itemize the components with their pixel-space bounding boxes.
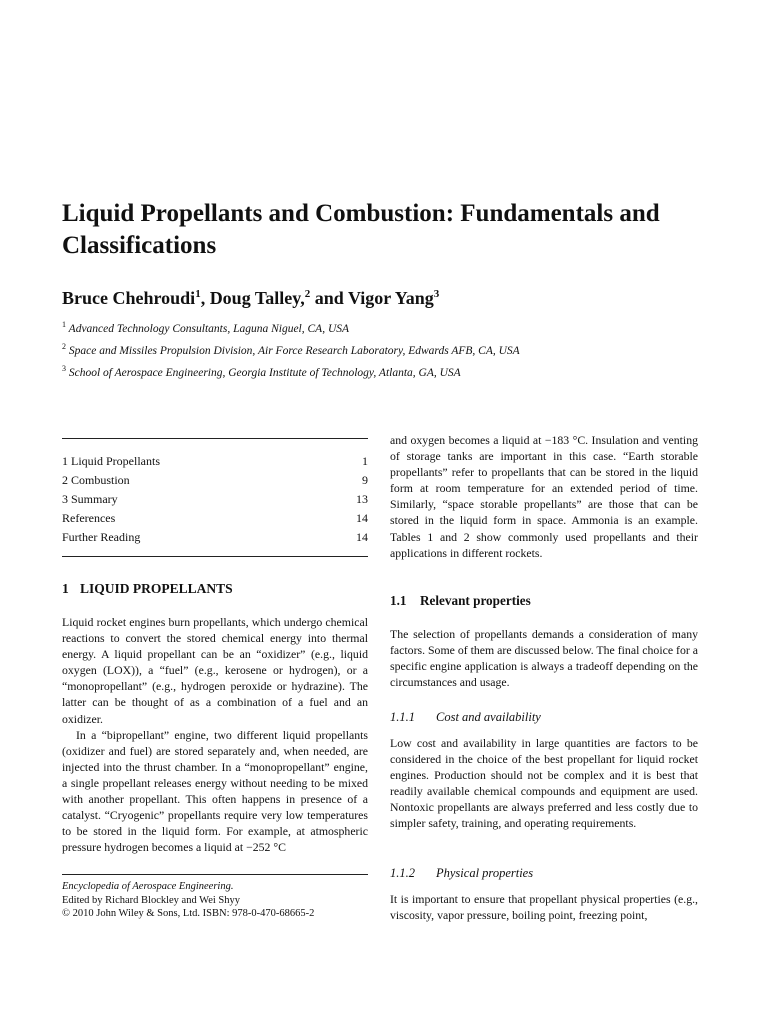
toc-label: 3 Summary: [62, 492, 118, 506]
body-paragraph: It is important to ensure that propellant physical properties (e.g., viscosity, vapor pressure, boiling point, freezing point,: [390, 892, 698, 923]
toc-entry[interactable]: [62, 509, 368, 528]
subsubsection-number: 1.1.2: [390, 866, 415, 880]
footnote-line: © 2010 John Wiley & Sons, Ltd. ISBN: 978-0-470-68665-2: [62, 908, 315, 919]
subsubsection-number: 1.1.1: [390, 710, 415, 724]
author-affil-mark: 2: [304, 288, 311, 300]
affiliation: [62, 316, 520, 338]
affiliation-list: [62, 316, 520, 381]
subsubsection-title: Physical properties: [436, 866, 534, 880]
toc-page: 9: [362, 473, 368, 487]
affiliation-text: School of Aerospace Engineering, Georgia Institute of Technology, Atlanta, GA, USA: [68, 366, 461, 379]
body-paragraph: Liquid rocket engines burn propellants, which undergo chemical reactions to convert the stored chemical energy into thermal energy. A liquid propellant can be an “oxidizer” (e.g., liquid oxygen (LOX)), a “fuel” (e.g., kerosene or hydrogen), or a “monopropellant” (e.g., hydrogen peroxide or hydrazine). The latter can be thought of as a combination of a fuel and an oxidizer.: [62, 615, 368, 726]
author-separator: ,: [200, 288, 210, 308]
publication-footnote: [62, 880, 314, 921]
author-affil-mark: 3: [433, 288, 440, 300]
toc-label: Further Reading: [62, 530, 141, 544]
toc-page: 14: [356, 530, 368, 544]
subsubsection-title: Cost and availability: [436, 710, 541, 724]
affiliation: [62, 360, 520, 382]
affiliation-text: Space and Missiles Propulsion Division, Air Force Research Laboratory, Edwards AFB, CA, USA: [68, 344, 520, 357]
author-name: Vigor Yang: [347, 288, 434, 308]
toc-entry[interactable]: [62, 452, 368, 471]
footnote-line: Edited by Richard Blockley and Wei Shyy: [62, 894, 241, 906]
subsubsection-body: [390, 891, 698, 923]
author-list: [62, 288, 439, 309]
subsection-number: 1.1: [390, 593, 407, 608]
toc-page: 14: [356, 511, 368, 525]
left-column-body: [62, 614, 368, 855]
subsection-body: [390, 626, 698, 690]
right-column-intro: [390, 432, 698, 561]
body-paragraph: In a “bipropellant” engine, two different liquid propellants (oxidizer and fuel) are stored separately and, when needed, are injected into the thrust chamber. In a “monopropellant” engine, a single propellant releases energy without needing to be mixed with another propellant. This often happens in presence of a catalyst. “Cryogenic” propellants require very low temperatures to be stored in the liquid form. For example, at atmospheric pressure hydrogen becomes a liquid at −252 °C: [62, 727, 368, 855]
section-heading: [62, 581, 233, 597]
affiliation-mark: 3: [62, 363, 66, 373]
footnote-divider: [62, 874, 368, 875]
subsubsection-body: [390, 735, 698, 832]
body-paragraph: Low cost and availability in large quantities are factors to be considered in the choice of the best propellant for liquid rocket engines. Production should not be complex and it is best that readily available chemical compounds and equipment are used. Nontoxic propellants are always preferred and less costly due to simpler safety, training, and operating requirements.: [390, 736, 698, 831]
table-of-contents: [62, 452, 368, 547]
affiliation: [62, 338, 520, 360]
body-paragraph: The selection of propellants demands a consideration of many factors. Some of them are discussed below. The final choice for a specific engine application is always a tradeoff depending on the circumstances and usage.: [390, 627, 698, 690]
section-title: LIQUID PROPELLANTS: [80, 581, 233, 596]
toc-divider: [62, 556, 368, 557]
subsection-title: Relevant properties: [420, 593, 531, 608]
toc-label: References: [62, 511, 116, 525]
toc-entry[interactable]: [62, 528, 368, 547]
author-separator: and: [310, 288, 348, 308]
toc-entry[interactable]: [62, 471, 368, 490]
subsection-heading: [390, 593, 531, 609]
subsubsection-heading: [390, 710, 541, 725]
affiliation-mark: 2: [62, 341, 66, 351]
toc-page: 13: [356, 492, 368, 506]
body-paragraph: and oxygen becomes a liquid at −183 °C. Insulation and venting of storage tanks are important in this case. “Earth storable propellants” refer to propellants that can be stored in the liquid form at room temperature for an extended period of time. Similarly, “space storable propellants” are those that can be stored in the liquid form in space. Ammonia is an example. Tables 1 and 2 show commonly used propellants and their applications in different rockets.: [390, 433, 698, 560]
subsubsection-heading: [390, 866, 533, 881]
footnote-line: Encyclopedia of Aerospace Engineering.: [62, 881, 234, 892]
toc-label: 1 Liquid Propellants: [62, 454, 160, 468]
article-title: Liquid Propellants and Combustion: Fundamentals and Classifications: [62, 200, 660, 259]
toc-entry[interactable]: [62, 490, 368, 509]
affiliation-mark: 1: [62, 320, 66, 329]
author-name: Doug Talley,: [209, 288, 305, 308]
author-name: Bruce Chehroudi: [62, 288, 196, 308]
toc-label: 2 Combustion: [62, 473, 130, 487]
section-number: 1: [62, 581, 69, 596]
affiliation-text: Advanced Technology Consultants, Laguna Niguel, CA, USA: [68, 322, 350, 335]
author-affil-mark: 1: [195, 288, 201, 300]
toc-divider: [62, 438, 368, 439]
toc-page: 1: [362, 454, 368, 468]
